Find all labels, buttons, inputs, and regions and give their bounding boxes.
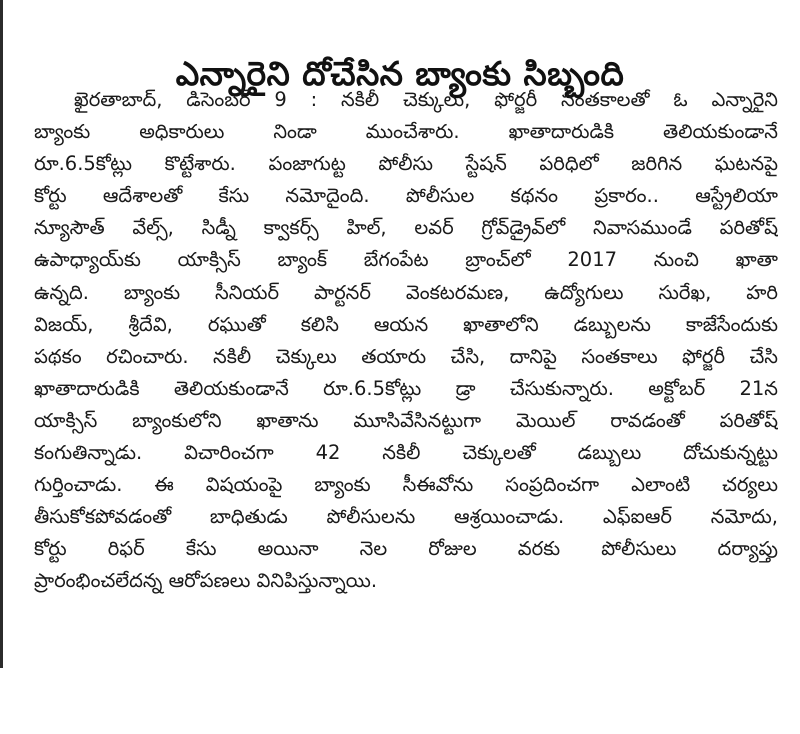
article-body (34, 84, 778, 598)
body-line: కోర్టు రిఫర్ కేసు అయినా నెల రోజుల వరకు పోలీసులు దర్యాప్తు (34, 537, 778, 561)
body-line: రూ.6.5కోట్లు కొట్టేశారు. పంజాగుట్ట పోలీసు స్టేషన్ పరిధిలో జరిగిన ఘటనపై (34, 152, 778, 176)
body-line: ప్రారంభించలేదన్న ఆరోపణలు వినిపిస్తున్నాయి. (34, 569, 378, 593)
body-line: యాక్సిస్ బ్యాంకులోని ఖాతాను మూసివేసినట్టుగా మెయిల్ రావడంతో పరితోష్ (34, 408, 778, 432)
body-line: తీసుకోకపోవడంతో బాధితుడు పోలీసులను ఆశ్రయించాడు. ఎఫ్ఐఆర్ నమోదు, (34, 505, 778, 529)
body-line: కోర్టు ఆదేశాలతో కేసు నమోదైంది. పోలీసుల కథనం ప్రకారం.. ఆస్ట్రేలియా (34, 184, 778, 208)
body-line: ఖైరతాబాద్, డిసెంబర్ 9 : నకిలీ చెక్కులు, ఫోర్జరీ సంతకాలతో ఓ ఎన్నారైని (74, 88, 778, 111)
article-headline: ఎన్నారైని దోచేసిన బ్యాంకు సిబ్బంది (175, 54, 625, 94)
clipped-previous-line (56, 0, 746, 6)
body-line: ఉపాధ్యాయ్‌కు యాక్సిస్ బ్యాంక్ బేగంపేట బ్రాంచ్‌లో 2017 నుంచి ఖాతా (34, 248, 778, 272)
body-line: పథకం రచించారు. నకిలీ చెక్కులు తయారు చేసి, దానిపై సంతకాలు ఫోర్జరీ చేసి (34, 344, 778, 368)
body-line: విజయ్, శ్రీదేవి, రఘుతో కలిసి ఆయన ఖాతాలోని డబ్బులను కాజేసేందుకు (34, 312, 778, 336)
body-line: ఖాతాదారుడికి తెలియకుండానే రూ.6.5కోట్లు డ్రా చేసుకున్నారు. అక్టోబర్ 21న (34, 376, 778, 400)
body-line: కంగుతిన్నాడు. విచారించగా 42 నకిలీ చెక్కులతో డబ్బులు దోచుకున్నట్టు (34, 441, 778, 465)
column-rule-left (0, 0, 3, 668)
body-line: న్యూసౌత్ వేల్స్, సిడ్నీ క్వాకర్స్ హిల్, లవర్ గ్రోవ్‌డ్రైవ్‌లో నివాసముండే పరితోష్ (34, 216, 778, 240)
body-line: గుర్తించాడు. ఈ విషయంపై బ్యాంకు సీఈవోను సంప్రదించగా ఎలాంటి చర్యలు (34, 473, 778, 497)
body-line: బ్యాంకు అధికారులు నిండా ముంచేశారు. ఖాతాదారుడికి తెలియకుండానే (34, 120, 778, 144)
body-line: ఉన్నది. బ్యాంకు సీనియర్ పార్టనర్ వెంకటరమణ, ఉద్యోగులు సురేఖ, హరి (34, 280, 778, 304)
